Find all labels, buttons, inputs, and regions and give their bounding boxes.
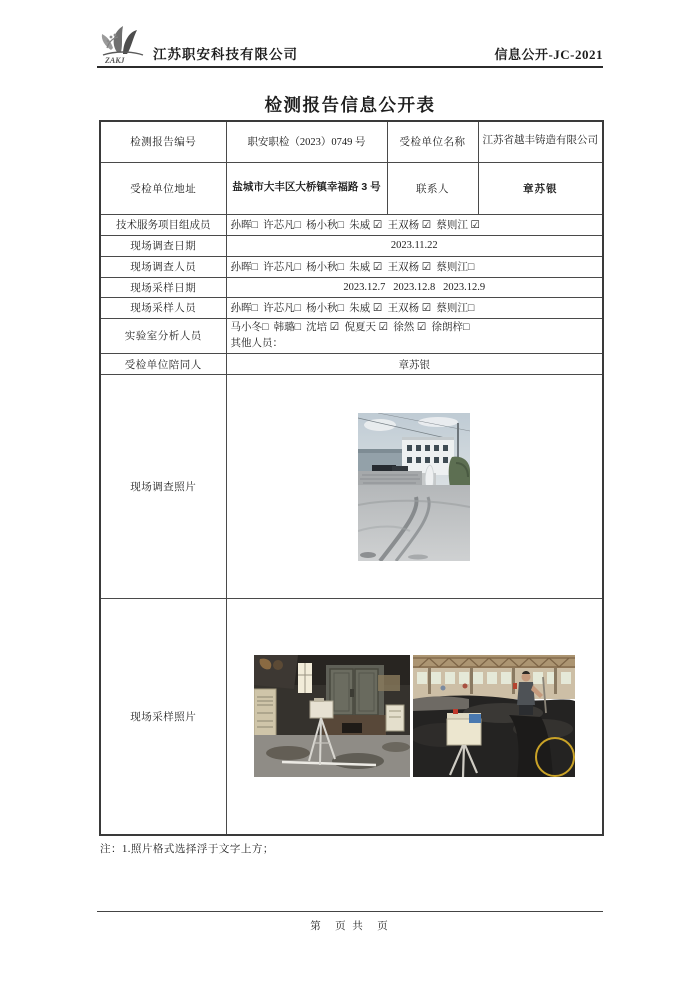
table-row [100,375,603,599]
survey-date-label: 现场调查日期 [100,235,226,256]
company-name: 江苏职安科技有限公司 [153,47,298,62]
page-title: 检测报告信息公开表 [264,95,436,115]
table-row [100,256,603,277]
table-row [100,121,603,162]
contact-label: 联系人 [387,162,478,214]
doc-code: 信息公开-JC-2021 [494,47,603,62]
lab-staff-line2: 其他人员： [230,337,283,349]
page-header [97,26,603,68]
sampling-photo-label: 现场采样照片 [100,599,226,835]
lab-staff-value [226,318,603,354]
footer-divider [97,911,603,912]
survey-date-value: 2023.11.22 [226,235,603,256]
unit-name-value: 江苏省越丰铸造有限公司 [478,121,603,162]
logo-text: ZAKJ [105,56,125,64]
team-members: 孙晖□ 许芯凡□ 杨小秋□ 朱威 ☑ 王双杨 ☑ 蔡则江 ☑ [226,214,603,235]
company-brand [97,24,298,64]
workshop-sampler-photo [254,655,410,777]
report-no-label: 检测报告编号 [100,121,226,162]
disclosure-table [99,120,604,836]
sampling-date-value: 2023.12.7 2023.12.8 2023.12.9 [226,277,603,297]
team-label: 技术服务项目组成员 [100,214,226,235]
sampling-staff-label: 现场采样人员 [100,297,226,318]
escort-label: 受检单位陪同人 [100,354,226,375]
table-row [100,214,603,235]
page-number-text: 第 页 共 页 [310,921,390,932]
footnote: 注：1.照片格式选择浮于文字上方； [100,844,274,855]
sampling-staff-value: 孙晖□ 许芯凡□ 杨小秋□ 朱威 ☑ 王双杨 ☑ 蔡则江□ [226,297,603,318]
table-row [100,599,603,835]
table-row [100,277,603,297]
unit-addr-label: 受检单位地址 [100,162,226,214]
survey-photo-cell [226,375,603,599]
sandpile-sampler-photo [413,655,575,777]
table-row [100,162,603,214]
table-row [100,318,603,354]
unit-addr-value: 盐城市大丰区大桥镇幸福路 3 号 [226,162,387,214]
table-row [100,235,603,256]
contact-value: 章苏银 [478,162,603,214]
report-no-value: 职安职检（2023）0749 号 [226,121,387,162]
lab-staff-label: 实验室分析人员 [100,318,226,354]
sampling-photo-cell [226,599,603,835]
factory-entrance-photo [358,413,470,561]
survey-staff-label: 现场调查人员 [100,256,226,277]
sampling-date-label: 现场采样日期 [100,277,226,297]
escort-value: 章苏银 [226,354,603,375]
table-row [100,354,603,375]
lab-staff-line1: 马小冬□ 韩璐□ 沈培 ☑ 倪夏天 ☑ 徐然 ☑ 徐朗梓□ [230,321,470,333]
survey-staff-value: 孙晖□ 许芯凡□ 杨小秋□ 朱威 ☑ 王双杨 ☑ 蔡则江□ [226,256,603,277]
company-logo-icon [97,24,149,64]
table-row [100,297,603,318]
unit-name-label: 受检单位名称 [387,121,478,162]
survey-photo-label: 现场调查照片 [100,375,226,599]
